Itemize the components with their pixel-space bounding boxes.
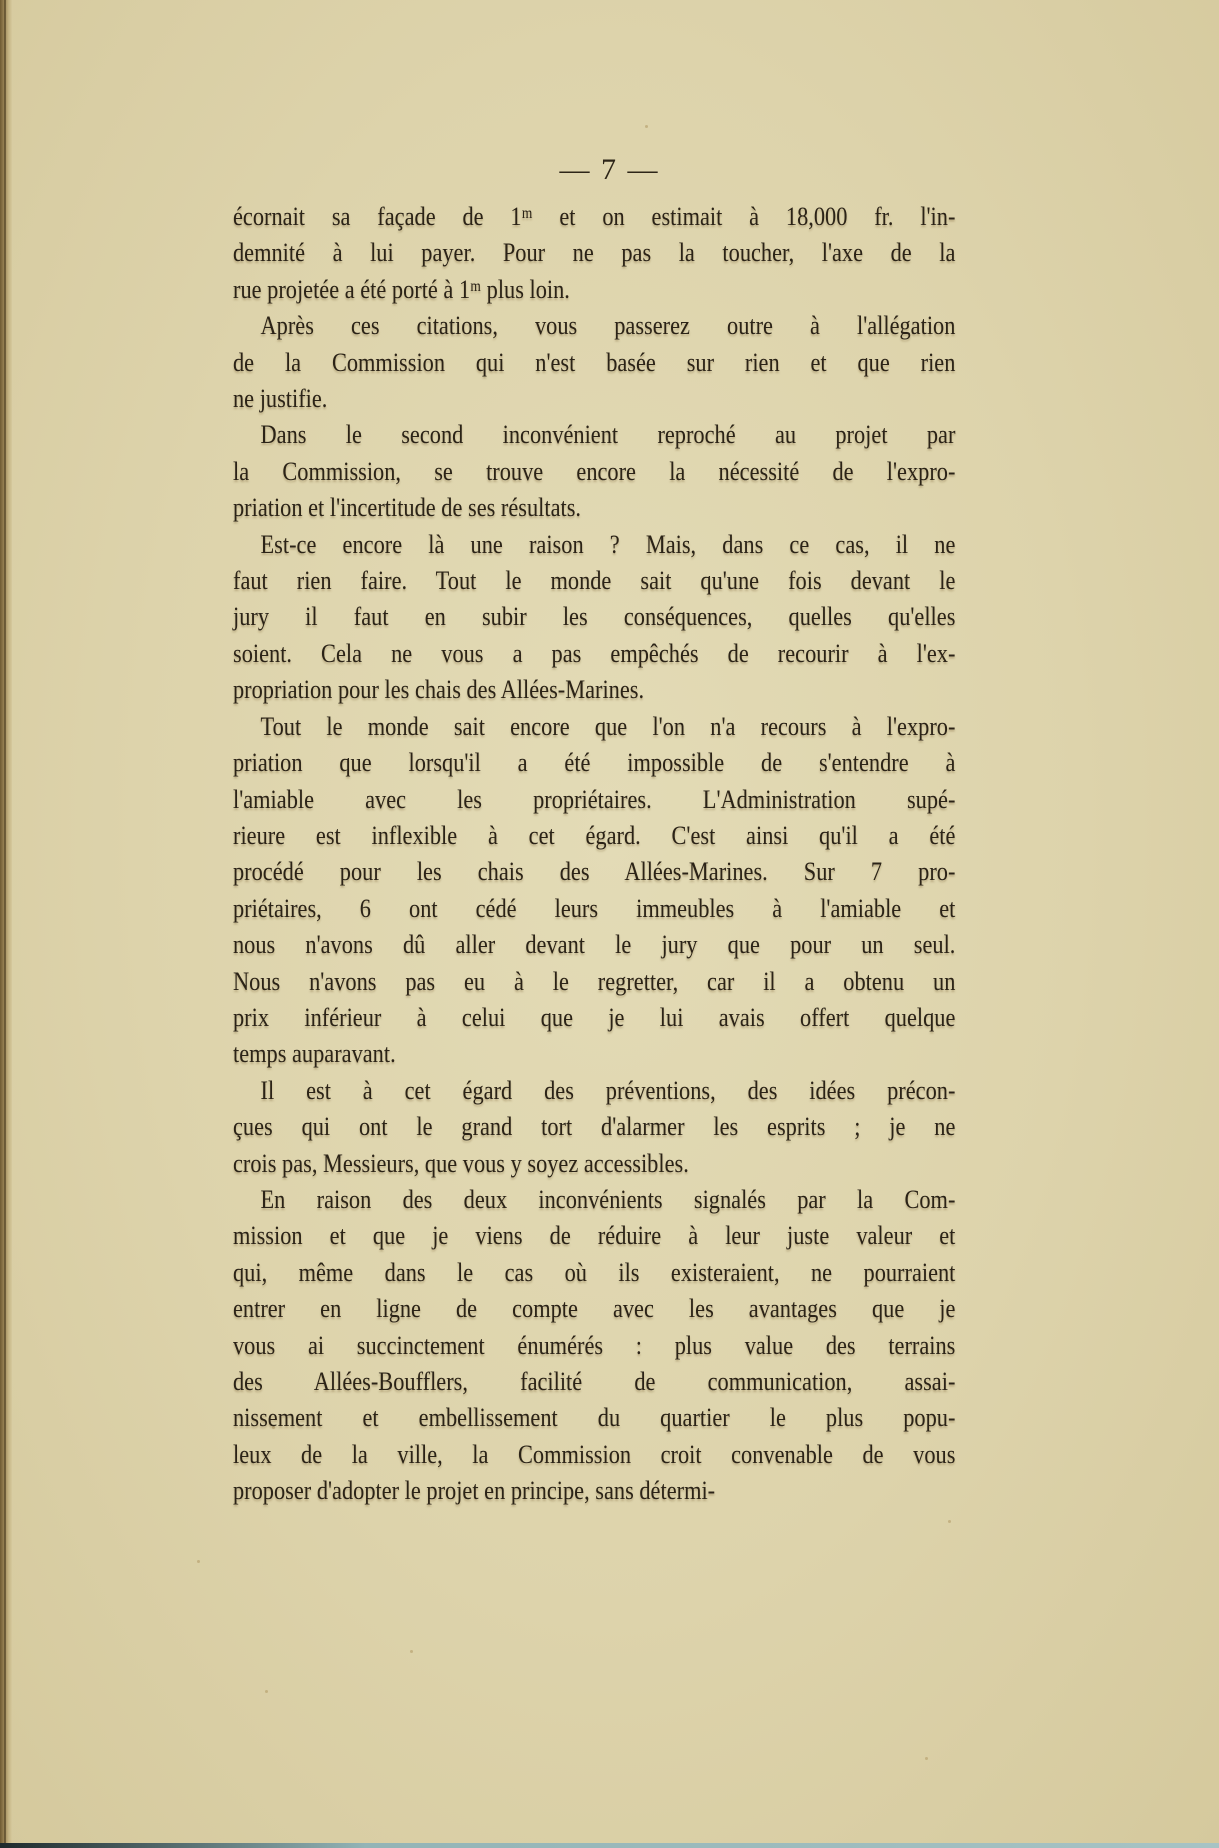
spine-shadow-line <box>4 0 6 1843</box>
text-line: prix inférieur à celui que je lui avais offert quelque <box>233 1002 956 1032</box>
text-line: nous n'avons dû aller devant le jury que pour un seul. <box>233 930 956 960</box>
text-line: Tout le monde sait encore que l'on n'a recours à l'expro- <box>260 711 956 741</box>
text-line: demnité à lui payer. Pour ne pas la toucher, l'axe de la <box>233 238 956 268</box>
text-line: Est-ce encore là une raison ? Mais, dans ce cas, il ne <box>260 529 956 559</box>
paragraph <box>233 1182 956 1510</box>
page-number: — 7 — <box>559 153 660 186</box>
text-line: propriation pour les chais des Allées-Marines. <box>233 675 645 705</box>
text-line: mission et que je viens de réduire à leur juste valeur et <box>233 1221 956 1251</box>
text-line: En raison des deux inconvénients signalés par la Com- <box>260 1184 956 1214</box>
text-line: Nous n'avons pas eu à le regretter, car il a obtenu un <box>233 966 956 996</box>
text-line: priétaires, 6 ont cédé leurs immeubles à l'amiable et <box>233 893 956 923</box>
text-line: Dans le second inconvénient reproché au projet par <box>260 420 956 450</box>
text-line: temps auparavant. <box>233 1039 396 1069</box>
text-line: jury il faut en subir les conséquences, quelles qu'elles <box>233 602 956 632</box>
text-line: priation et l'incertitude de ses résultats. <box>233 493 582 523</box>
text-line: çues qui ont le grand tort d'alarmer les esprits ; je ne <box>233 1112 956 1142</box>
paper-speck <box>948 1520 951 1523</box>
text-line: l'amiable avec les propriétaires. L'Administration supé- <box>233 784 956 814</box>
paragraph <box>233 199 956 308</box>
paragraph <box>233 709 956 1073</box>
paragraph <box>233 417 956 526</box>
text-line: la Commission, se trouve encore la nécessité de l'expro- <box>233 456 956 486</box>
text-line: de la Commission qui n'est basée sur rien et que rien <box>233 347 956 377</box>
paragraph <box>233 527 956 709</box>
text-line: des Allées-Boufflers, facilité de communication, assai- <box>233 1367 956 1396</box>
text-line: soient. Cela ne vous a pas empêchés de recourir à l'ex- <box>233 638 956 668</box>
paper-speck <box>645 125 648 128</box>
text-line: crois pas, Messieurs, que vous y soyez accessibles. <box>233 1148 689 1178</box>
body-text <box>233 199 956 1510</box>
text-line: leux de la ville, la Commission croit convenable de vous <box>233 1439 956 1469</box>
scan-bottom-edge <box>0 1843 1219 1848</box>
text-line: vous ai succinctement énumérés : plus value des terrains <box>233 1330 956 1360</box>
text-line: faut rien faire. Tout le monde sait qu'une fois devant le <box>233 566 956 596</box>
text-line: Après ces citations, vous passerez outre à l'allégation <box>260 311 956 341</box>
text-line: qui, même dans le cas où ils existeraient, ne pourraient <box>233 1257 956 1287</box>
text-line: entrer en ligne de compte avec les avantages que je <box>233 1294 956 1324</box>
text-line: rue projetée a été porté à 1ᵐ plus loin. <box>233 274 570 304</box>
paper-speck <box>197 1560 200 1563</box>
paper-speck <box>265 1690 268 1693</box>
text-line: proposer d'adopter le projet en principe, sans détermi- <box>233 1476 716 1506</box>
text-line: rieure est inflexible à cet égard. C'est ainsi qu'il a été <box>233 820 956 850</box>
paper-speck <box>410 1650 413 1653</box>
paper-speck <box>925 1757 928 1760</box>
paragraph <box>233 308 956 417</box>
text-line: ne justifie. <box>233 384 328 414</box>
text-line: écornait sa façade de 1ᵐ et on estimait à 18,000 fr. l'in- <box>233 202 956 231</box>
book-spine-edge <box>0 0 12 1843</box>
text-line: Il est à cet égard des préventions, des idées précon- <box>260 1075 956 1105</box>
paragraph <box>233 1073 956 1182</box>
text-line: priation que lorsqu'il a été impossible de s'entendre à <box>233 748 956 778</box>
text-line: nissement et embellissement du quartier le plus popu- <box>233 1403 956 1433</box>
text-line: procédé pour les chais des Allées-Marines. Sur 7 pro- <box>233 857 956 887</box>
